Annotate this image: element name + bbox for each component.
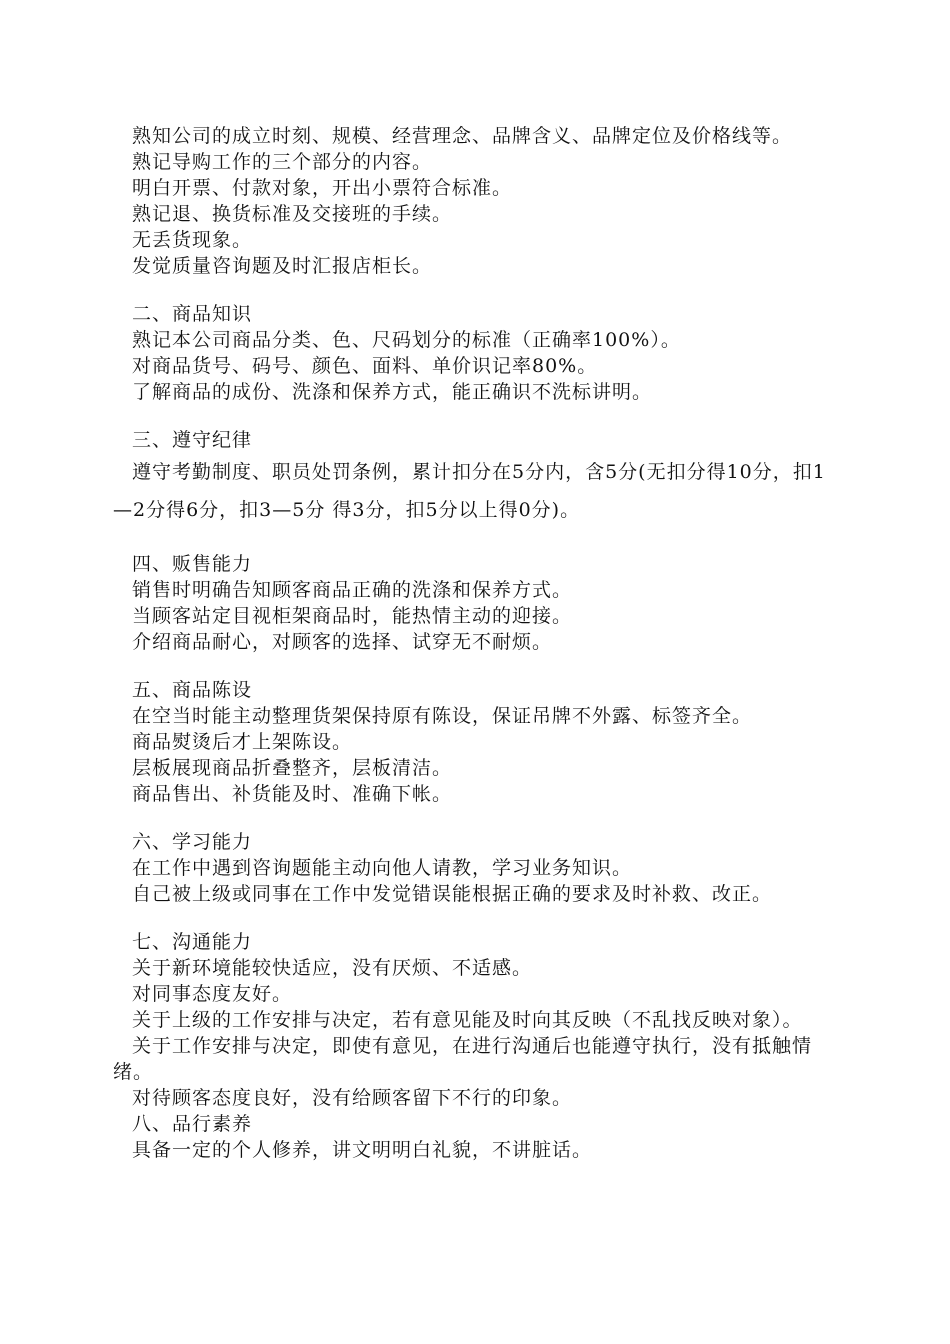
section-line: 对同事态度友好。 (132, 983, 293, 1005)
section-line: 介绍商品耐心，对顾客的选择、试穿无不耐烦。 (132, 631, 553, 653)
section-line: 商品熨烫后才上架陈设。 (132, 731, 353, 753)
intro-line-5: 无丢货现象。 (132, 229, 253, 251)
intro-line-3: 明白开票、付款对象，开出小票符合标准。 (132, 177, 513, 199)
section-line: 了解商品的成份、洗涤和保养方式，能正确识不洗标讲明。 (132, 381, 653, 403)
section-heading-sales-ability: 四、贩售能力 (132, 553, 253, 575)
section-line: 具备一定的个人修养，讲文明明白礼貌，不讲脏话。 (132, 1139, 593, 1161)
document-body (113, 123, 835, 1163)
section-line: 在工作中遇到咨询题能主动向他人请教，学习业务知识。 (132, 857, 633, 879)
section-line: 遵守考勤制度、职员处罚条例，累计扣分在5分内，含5分(无扣分得10分，扣1—2分得6分，扣3—5分 得3分，扣5分以上得0分)。 (113, 461, 826, 521)
intro-line-4: 熟记退、换货标准及交接班的手续。 (132, 203, 453, 225)
section-line: 关于上级的工作安排与决定，若有意见能及时向其反映（不乱找反映对象）。 (132, 1009, 803, 1031)
section-line: 销售时明确告知顾客商品正确的洗涤和保养方式。 (132, 579, 573, 601)
section-line: 在空当时能主动整理货架保持原有陈设，保证吊牌不外露、标签齐全。 (132, 705, 753, 727)
section-heading-product-knowledge: 二、商品知识 (132, 303, 253, 325)
section-line: 关于工作安排与决定，即使有意见，在进行沟通后也能遵守执行，没有抵触情绪。 (113, 1035, 813, 1083)
section-heading-learning: 六、学习能力 (132, 831, 253, 853)
section-line: 关于新环境能较快适应，没有厌烦、不适感。 (132, 957, 533, 979)
intro-line-2: 熟记导购工作的三个部分的内容。 (132, 151, 433, 173)
section-line: 当顾客站定目视柜架商品时，能热情主动的迎接。 (132, 605, 573, 627)
section-line: 商品售出、补货能及时、准确下帐。 (132, 783, 453, 805)
section-heading-communication: 七、沟通能力 (132, 931, 253, 953)
section-line: 对商品货号、码号、颜色、面料、单价识记率80%。 (132, 355, 598, 377)
section-line: 层板展现商品折叠整齐，层板清洁。 (132, 757, 453, 779)
section-line: 自己被上级或同事在工作中发觉错误能根据正确的要求及时补救、改正。 (132, 883, 773, 905)
section-heading-display: 五、商品陈设 (132, 679, 253, 701)
section-line: 对待顾客态度良好，没有给顾客留下不行的印象。 (132, 1087, 573, 1109)
section-heading-character: 八、品行素养 (132, 1113, 253, 1135)
intro-line-6: 发觉质量咨询题及时汇报店柜长。 (132, 255, 433, 277)
section-line: 熟记本公司商品分类、色、尺码划分的标准（正确率100%）。 (132, 329, 681, 351)
intro-line-1: 熟知公司的成立时刻、规模、经营理念、品牌含义、品牌定位及价格线等。 (132, 125, 793, 147)
section-heading-discipline: 三、遵守纪律 (132, 429, 253, 451)
